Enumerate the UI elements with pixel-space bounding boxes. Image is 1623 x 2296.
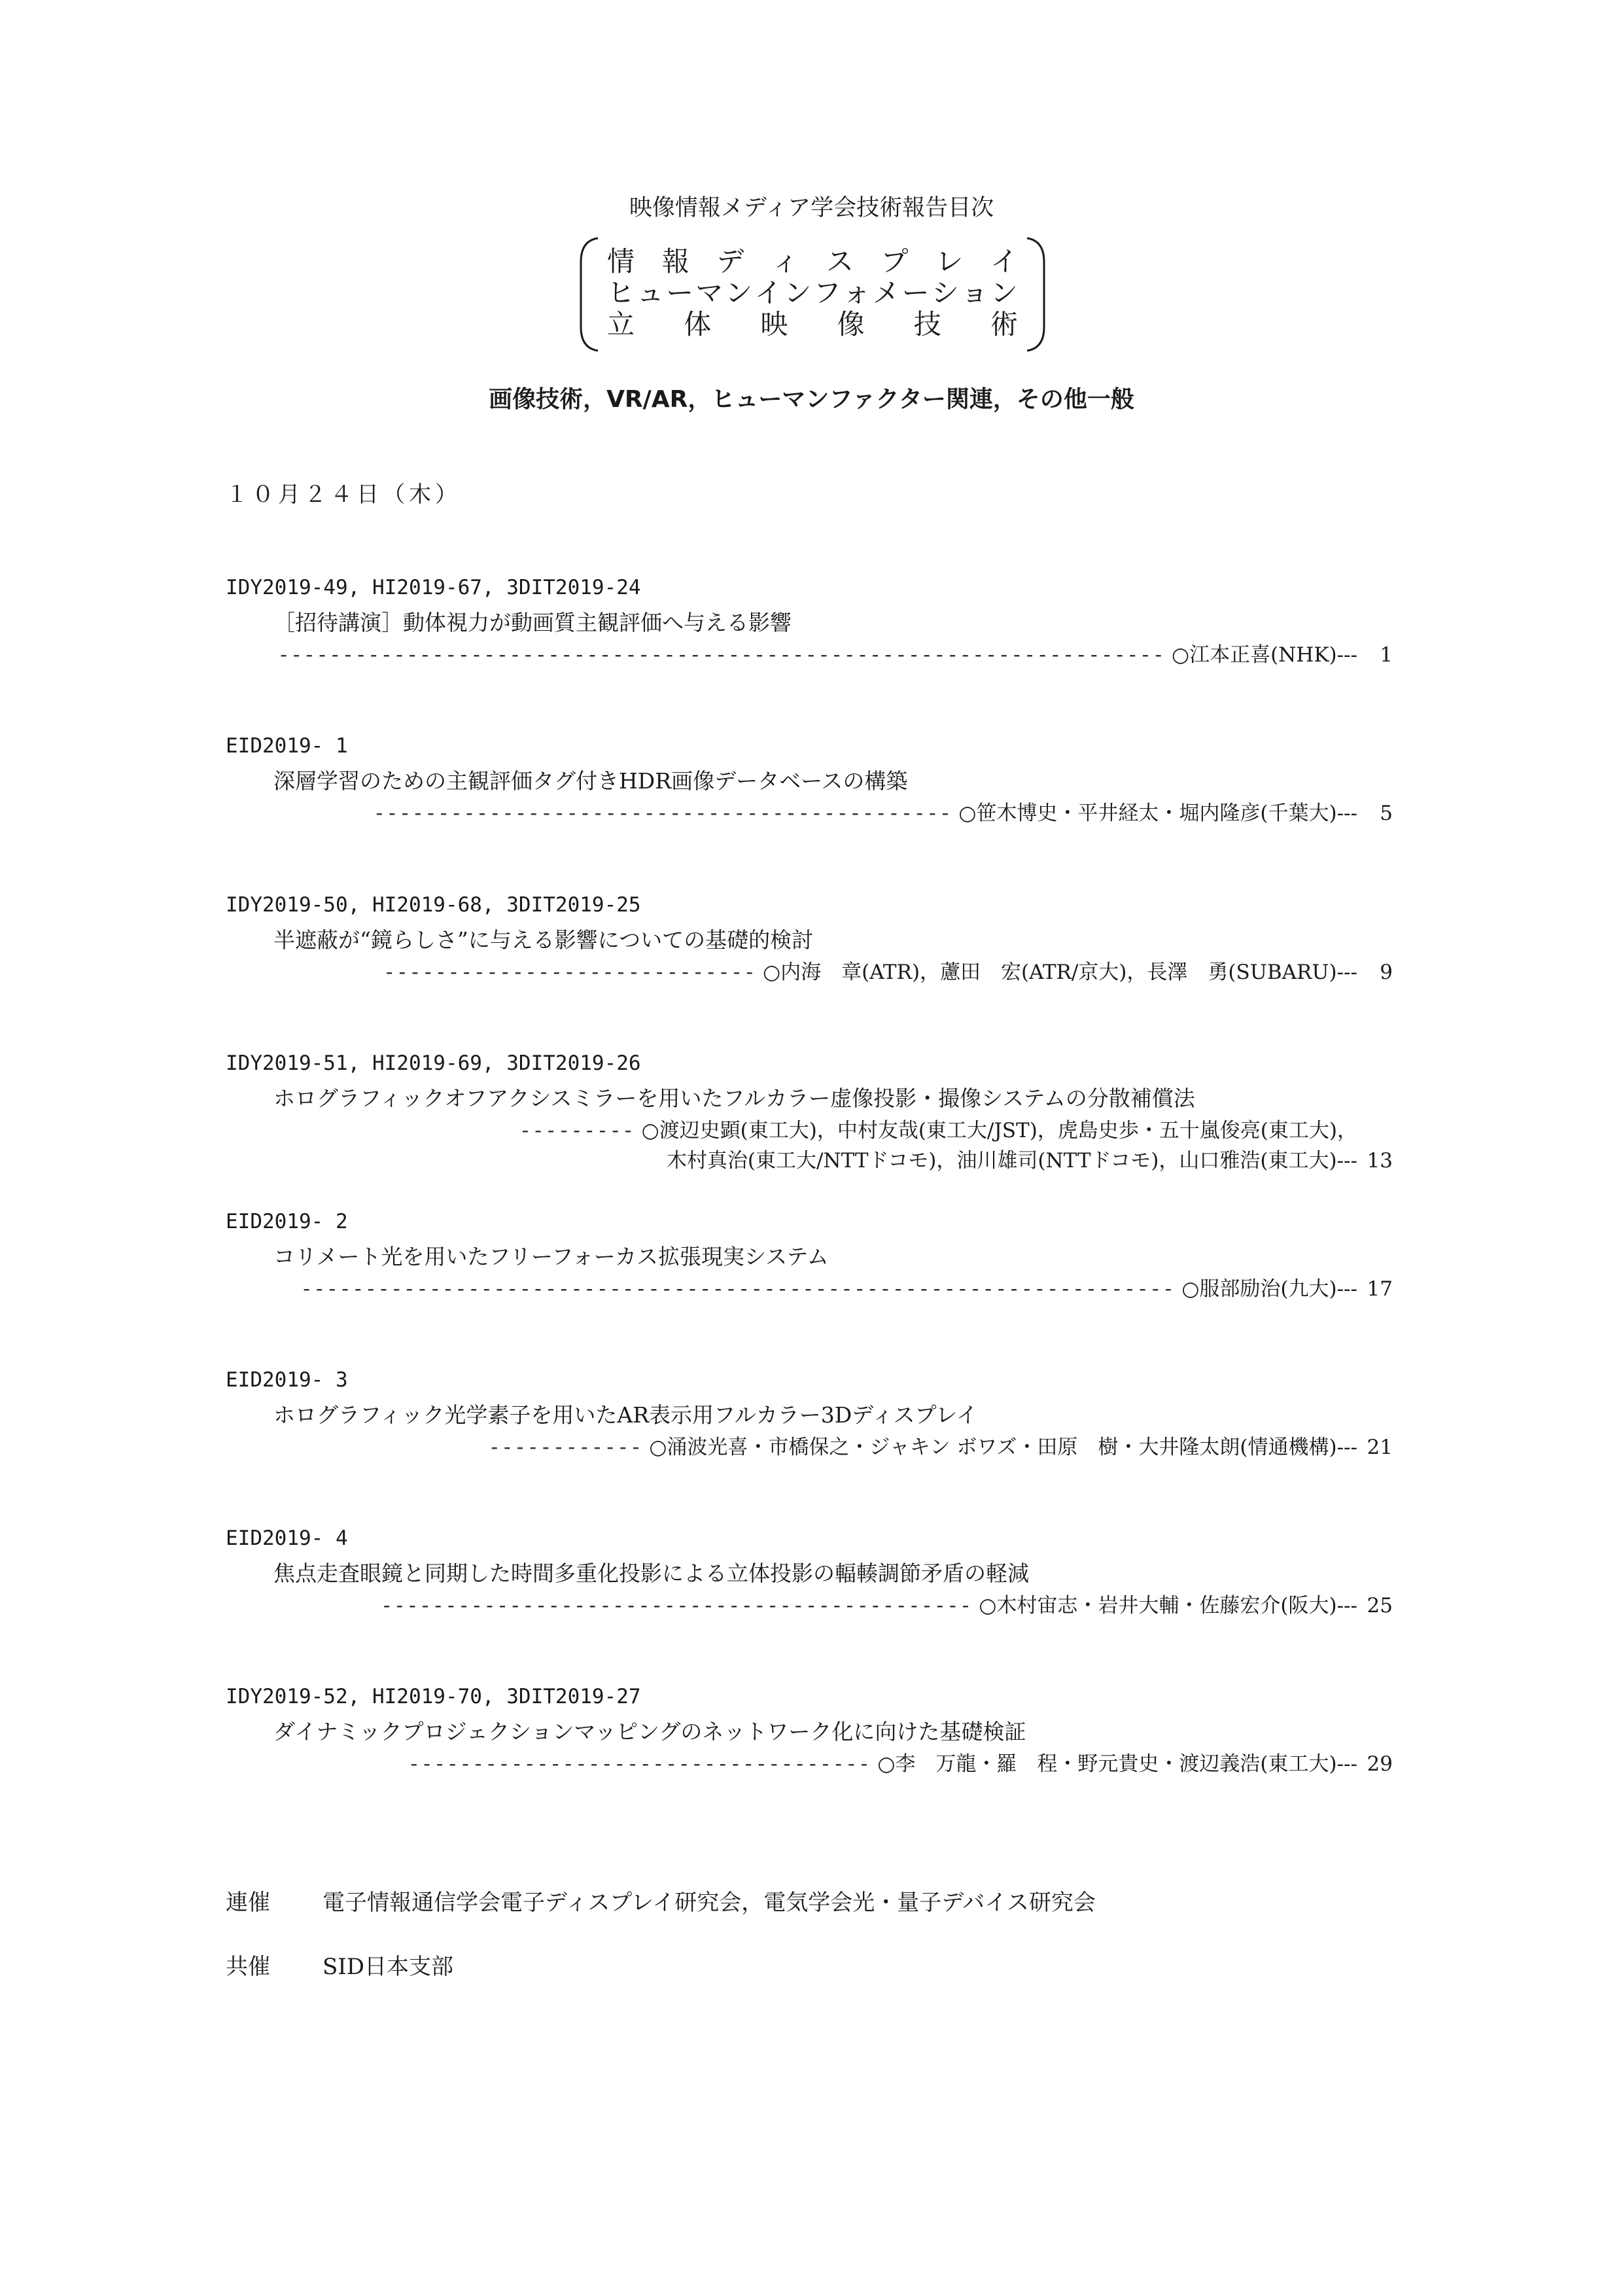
authors: ○内海 章(ATR)，藘田 宏(ATR/京大)，長澤 勇(SUBARU)--- — [763, 961, 1357, 984]
author-line — [277, 638, 1393, 667]
leader-dashes: ----------------------------- — [383, 961, 757, 984]
paper-id: EID2019- 3 — [226, 1368, 348, 1392]
category-char: メ — [872, 277, 900, 309]
category-char: 情 — [607, 245, 635, 277]
category-char: ン — [784, 277, 812, 309]
category-char: ュ — [637, 277, 665, 309]
author-line — [519, 1114, 1357, 1143]
category-char: 映 — [760, 308, 788, 340]
category-char: マ — [695, 277, 724, 309]
category-char: ー — [901, 277, 930, 309]
paper-id: EID2019- 1 — [226, 734, 348, 758]
paper-title: 焦点走査眼鏡と同期した時間多重化投影による立体投影の輻輳調節矛盾の軽減 — [273, 1561, 1029, 1586]
page-number: 21 — [1367, 1436, 1393, 1459]
category-char: 技 — [913, 308, 941, 340]
session-date: １０月２４日（木） — [226, 482, 461, 508]
paper-title: ［招待講演］動体視力が動画質主観評価へ与える影響 — [273, 610, 792, 635]
leader-dashes: --------- — [519, 1119, 635, 1142]
category-human-information — [607, 277, 1018, 309]
authors: ○笹木博史・平井経太・堀内隆彦(千葉大)--- — [958, 802, 1357, 825]
cosponsor-label: 連催 — [226, 1890, 270, 1916]
page-number: 29 — [1367, 1752, 1393, 1776]
report-title: 映像情報メディア学会技術報告目次 — [629, 195, 994, 221]
paper-title: ホログラフィックオフアクシスミラーを用いたフルカラー虚像投影・撮像システムの分散補償法 — [273, 1086, 1195, 1111]
category-char: フ — [813, 277, 841, 309]
category-char: ン — [725, 277, 753, 309]
category-char: ォ — [843, 277, 871, 309]
support-line — [226, 1949, 453, 1981]
page-number: 25 — [1367, 1594, 1393, 1617]
support-label: 共催 — [226, 1954, 270, 1980]
authors: ○服部励治(九大)--- — [1181, 1277, 1357, 1301]
category-char: イ — [754, 277, 782, 309]
page-number: 17 — [1367, 1277, 1393, 1301]
leader-dashes: --------------------------------------------------------------------- — [277, 643, 1166, 667]
category-char: シ — [931, 277, 959, 309]
paper-id: IDY2019-51, HI2019-69, 3DIT2019-26 — [226, 1051, 641, 1075]
authors: ○李 万龍・羅 程・野元貴史・渡辺義浩(東工大)--- — [877, 1752, 1357, 1776]
category-char: ン — [990, 277, 1018, 309]
paper-title: ダイナミックプロジェクションマッピングのネットワーク化に向けた基礎検証 — [273, 1719, 1026, 1744]
page-number: 9 — [1380, 961, 1393, 984]
category-char: デ — [716, 245, 744, 277]
category-char: ー — [666, 277, 694, 309]
authors: ○木村宙志・岩井大輔・佐藤宏介(阪大)--- — [979, 1594, 1357, 1617]
paper-id: IDY2019-49, HI2019-67, 3DIT2019-24 — [226, 576, 641, 599]
cosponsor-line — [226, 1884, 1096, 1916]
paper-id: IDY2019-50, HI2019-68, 3DIT2019-25 — [226, 893, 641, 917]
category-char: イ — [990, 245, 1018, 277]
author-line — [667, 1144, 1393, 1173]
category-char: 報 — [661, 245, 689, 277]
category-block — [576, 236, 1049, 353]
author-line — [300, 1272, 1393, 1301]
paper-id: IDY2019-52, HI2019-70, 3DIT2019-27 — [226, 1685, 641, 1708]
paper-title: ホログラフィック光学素子を用いたAR表示用フルカラー3Dディスプレイ — [273, 1402, 978, 1428]
category-char: 像 — [837, 308, 865, 340]
category-3d-image-technology — [607, 309, 1018, 340]
leader-dashes: --------------------------------------------- — [373, 802, 952, 825]
author-line — [408, 1747, 1393, 1776]
paper-title: 半遮蔽が“鏡らしさ”に与える影響についての基礎的検討 — [273, 927, 814, 953]
authors: ○涌波光喜・市橋保之・ジャキン ボワズ・田原 樹・大井隆太朗(情通機構)--- — [649, 1436, 1357, 1459]
page-number: 5 — [1380, 802, 1393, 825]
category-char: 術 — [990, 308, 1018, 340]
cosponsor-text: 電子情報通信学会電子ディスプレイ研究会，電気学会光・量子デバイス研究会 — [323, 1890, 1096, 1916]
authors: ○渡辺史顕(東工大)，中村友哉(東工大/JST)，虎島史歩・五十嵐俊亮(東工大)， — [641, 1119, 1357, 1142]
category-information-display — [607, 246, 1018, 277]
authors: 木村真治(東工大/NTTドコモ)，油川雄司(NTTドコモ)，山口雅浩(東工大)--- — [666, 1149, 1357, 1173]
category-char: 立 — [607, 308, 635, 340]
category-char: レ — [935, 245, 964, 277]
category-char: ィ — [771, 245, 799, 277]
leader-dashes: -------------------------------------------------------------------- — [300, 1277, 1176, 1301]
page-number: 1 — [1380, 643, 1393, 667]
paper-id: EID2019- 2 — [226, 1210, 348, 1233]
paper-id: EID2019- 4 — [226, 1527, 348, 1550]
author-line — [488, 1430, 1393, 1460]
category-char: 体 — [684, 308, 712, 340]
category-char: ヒ — [607, 277, 635, 309]
author-line — [373, 796, 1393, 826]
category-char: ス — [826, 245, 854, 277]
leader-dashes: ------------------------------------ — [408, 1752, 871, 1776]
session-subtitle: 画像技術，VR/AR，ヒューマンファクター関連，その他一般 — [489, 386, 1134, 413]
category-char: プ — [881, 245, 909, 277]
authors: ○江本正喜(NHK)--- — [1172, 643, 1357, 667]
leader-dashes: ---------------------------------------------- — [380, 1594, 973, 1617]
page-number: 13 — [1367, 1149, 1393, 1173]
paper-title: コリメート光を用いたフリーフォーカス拡張現実システム — [273, 1244, 829, 1269]
leader-dashes: ------------ — [488, 1436, 643, 1459]
paper-title: 深層学習のための主観評価タグ付きHDR画像データベースの構築 — [273, 768, 908, 794]
author-line — [383, 955, 1393, 985]
support-text: SID日本支部 — [323, 1954, 453, 1980]
category-char: ョ — [960, 277, 988, 309]
author-line — [381, 1589, 1393, 1618]
